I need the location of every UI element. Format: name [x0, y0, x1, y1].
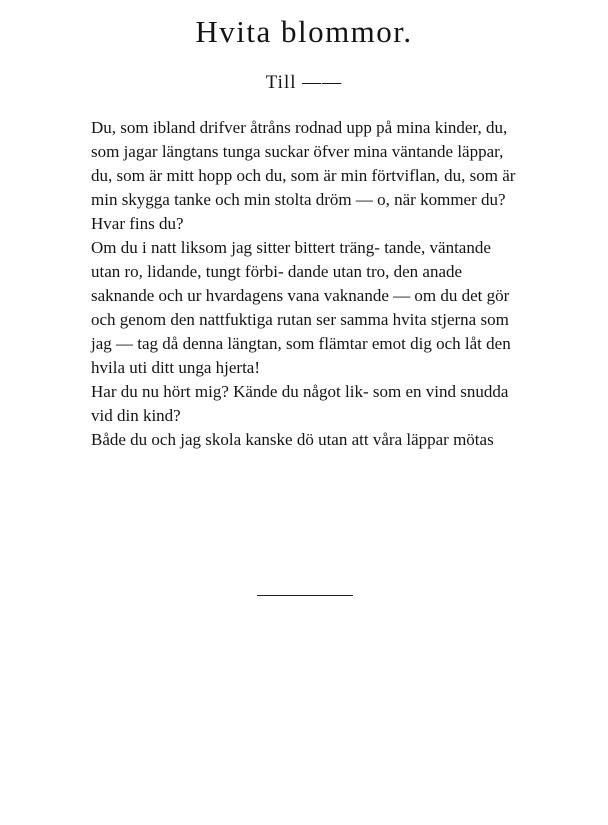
paragraph-3	[91, 380, 523, 428]
text-line: unga hjerta!	[178, 358, 261, 377]
text-line: är min skygga tanke och min stolta dröm —	[91, 166, 516, 209]
text-line: Har du nu hört mig? Kände du något lik-	[91, 382, 369, 401]
poem-title: Hvita blommor.	[195, 14, 413, 49]
prose-poem-body	[91, 116, 523, 452]
text-line: Om du i natt liksom jag sitter bittert träng-	[91, 238, 380, 257]
text-line: suckar öfver mina väntande läppar, du, som är	[91, 142, 504, 185]
text-line: hvardagens vana vaknande — om du det gör	[205, 286, 510, 305]
paragraph-1	[91, 116, 523, 236]
text-line: på mina kinder, du, som jagar längtans tunga	[91, 118, 508, 161]
paragraph-2	[91, 236, 523, 380]
text-line: våra läppar mötas	[372, 430, 494, 449]
paragraph-4	[91, 428, 523, 452]
text-line: dande utan tro, den anade saknande och ur	[91, 262, 463, 305]
text-line: Du, som ibland drifver åtråns rodnad upp	[91, 118, 372, 137]
text-line: tande, väntande utan ro, lidande, tungt förbi-	[91, 238, 491, 281]
dedication-line: Till ——	[265, 72, 343, 93]
text-line: Både du och jag skola kanske dö utan att	[91, 430, 369, 449]
text-line: mitt hopp och du, som är min förtviflan, du, som	[166, 166, 499, 185]
text-line: och genom den nattfuktiga rutan ser samma	[91, 310, 389, 329]
text-line: som flämtar emot dig och låt den hvila uti ditt	[91, 334, 511, 377]
closing-divider-rule	[257, 595, 353, 596]
text-line: o, när kommer du? Hvar fins du?	[91, 190, 506, 233]
text-line: hvita stjerna som jag — tag då denna längtan,	[91, 310, 509, 353]
text-line: som en vind snudda vid din kind?	[91, 382, 509, 425]
